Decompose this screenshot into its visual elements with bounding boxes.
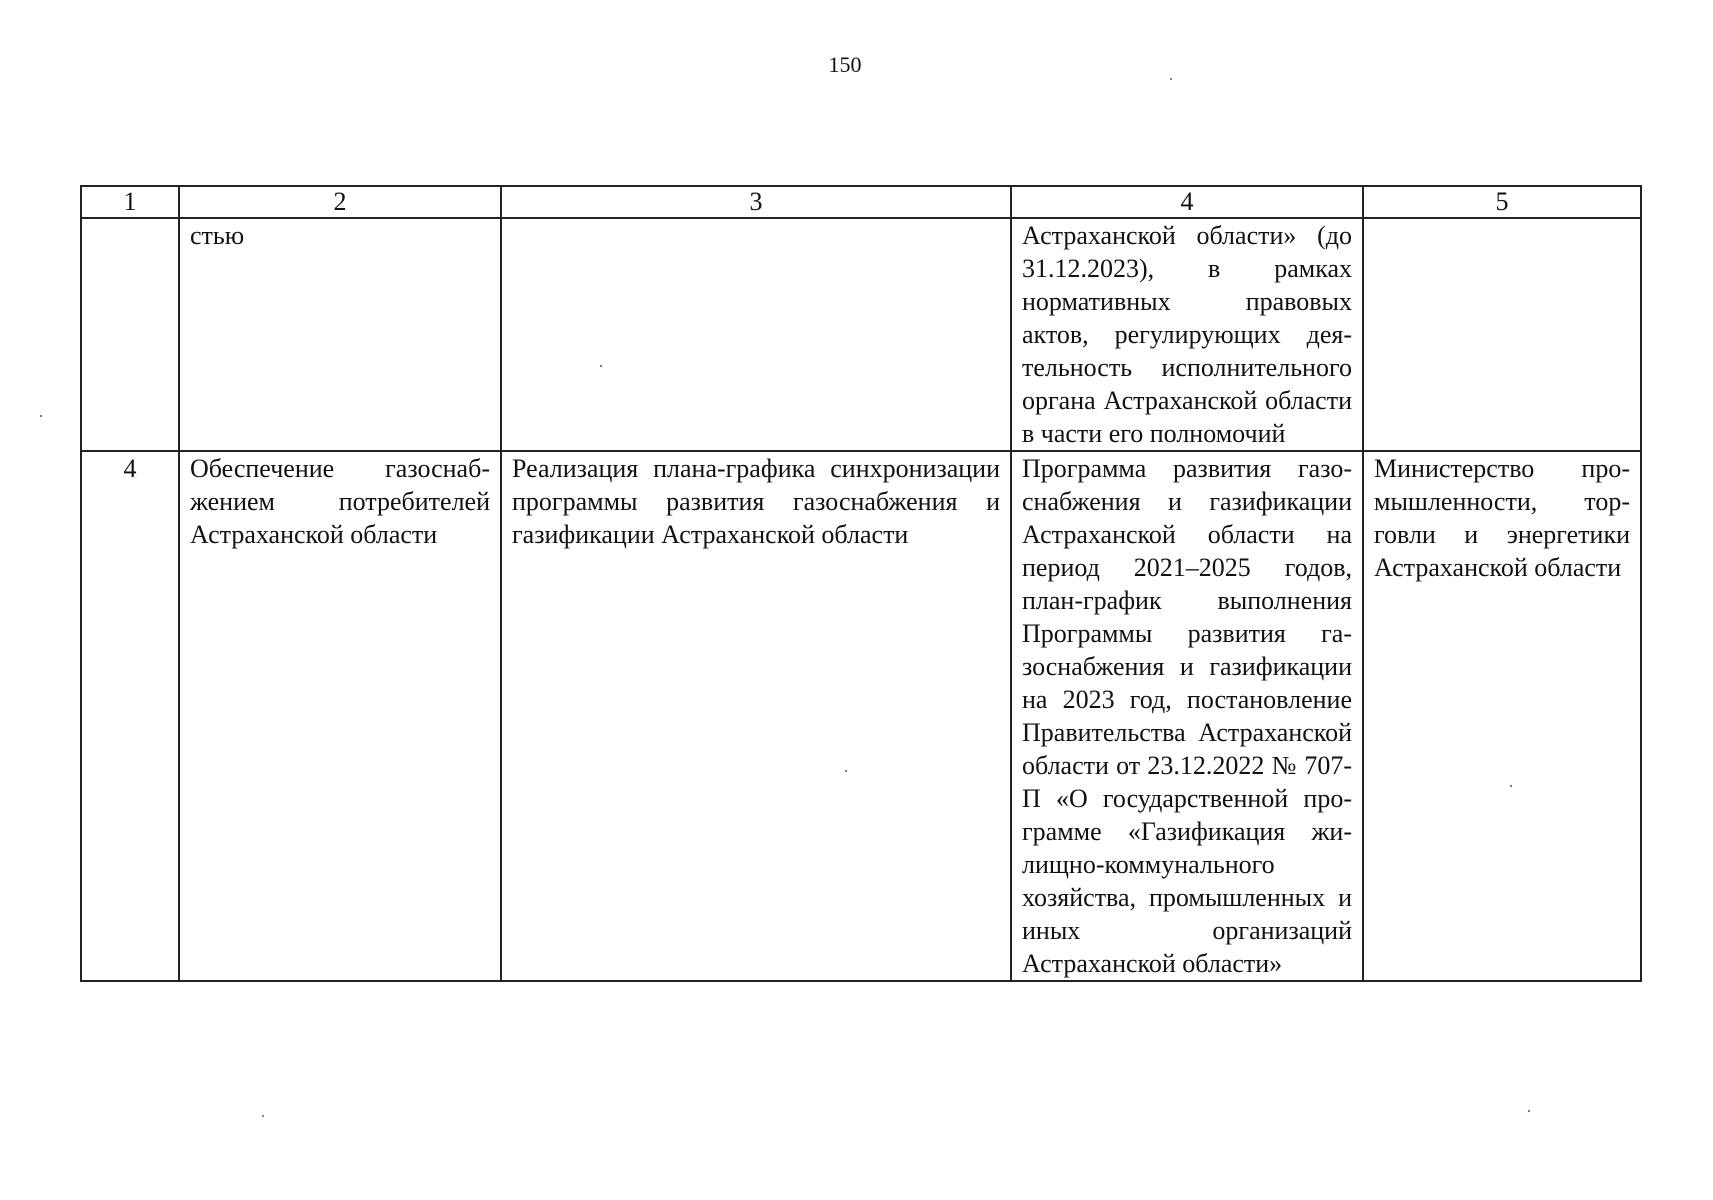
scan-speck: [600, 365, 602, 367]
scan-speck: [1170, 78, 1172, 80]
row-basis: Астраханской области» (до 31.12.2023), в рамках нормативных правовых актов, регулирующих деятельность исполнительного органа Астраханской области в части его полномочий: [1011, 218, 1363, 451]
page-number: 150: [828, 52, 862, 77]
header-col-1: 1: [81, 186, 179, 218]
row-responsible: [1363, 218, 1641, 451]
scan-speck: [262, 1115, 264, 1117]
header-col-3: 3: [501, 186, 1011, 218]
scan-speck: [1510, 785, 1512, 787]
row-basis: Программа развития газоснабжения и газификации Астраханской области на период 2021–2025 годов, план-график выполнения Программы развития газоснабжения и газификации на 2023 год, постановление Правительства Астраханской области от 23.12.2022 № 707-П «О государственной программе «Газификация жилищно-коммунального хозяйства, промышленных и иных организаций Астраханской области»: [1011, 451, 1363, 981]
row-task: Обеспечение газоснабжением потребителей Астраханской области: [179, 451, 501, 981]
table-header-row: [81, 186, 1641, 218]
scan-speck: [40, 415, 42, 417]
header-col-4: 4: [1011, 186, 1363, 218]
scan-speck: [845, 770, 847, 772]
row-measure: [501, 218, 1011, 451]
header-col-2: 2: [179, 186, 501, 218]
scan-speck: [1528, 1110, 1530, 1112]
row-number: [81, 218, 179, 451]
table-row: [81, 451, 1641, 981]
header-col-5: 5: [1363, 186, 1641, 218]
row-responsible: Министерство промышленности, торговли и энергетики Астраханской области: [1363, 451, 1641, 981]
row-task: стью: [179, 218, 501, 451]
table-row: [81, 218, 1641, 451]
document-table: [80, 185, 1642, 982]
row-measure: Реализация плана-графика синхронизации программы развития газоснабжения и газификации Астраханской области: [501, 451, 1011, 981]
row-number: 4: [81, 451, 179, 981]
